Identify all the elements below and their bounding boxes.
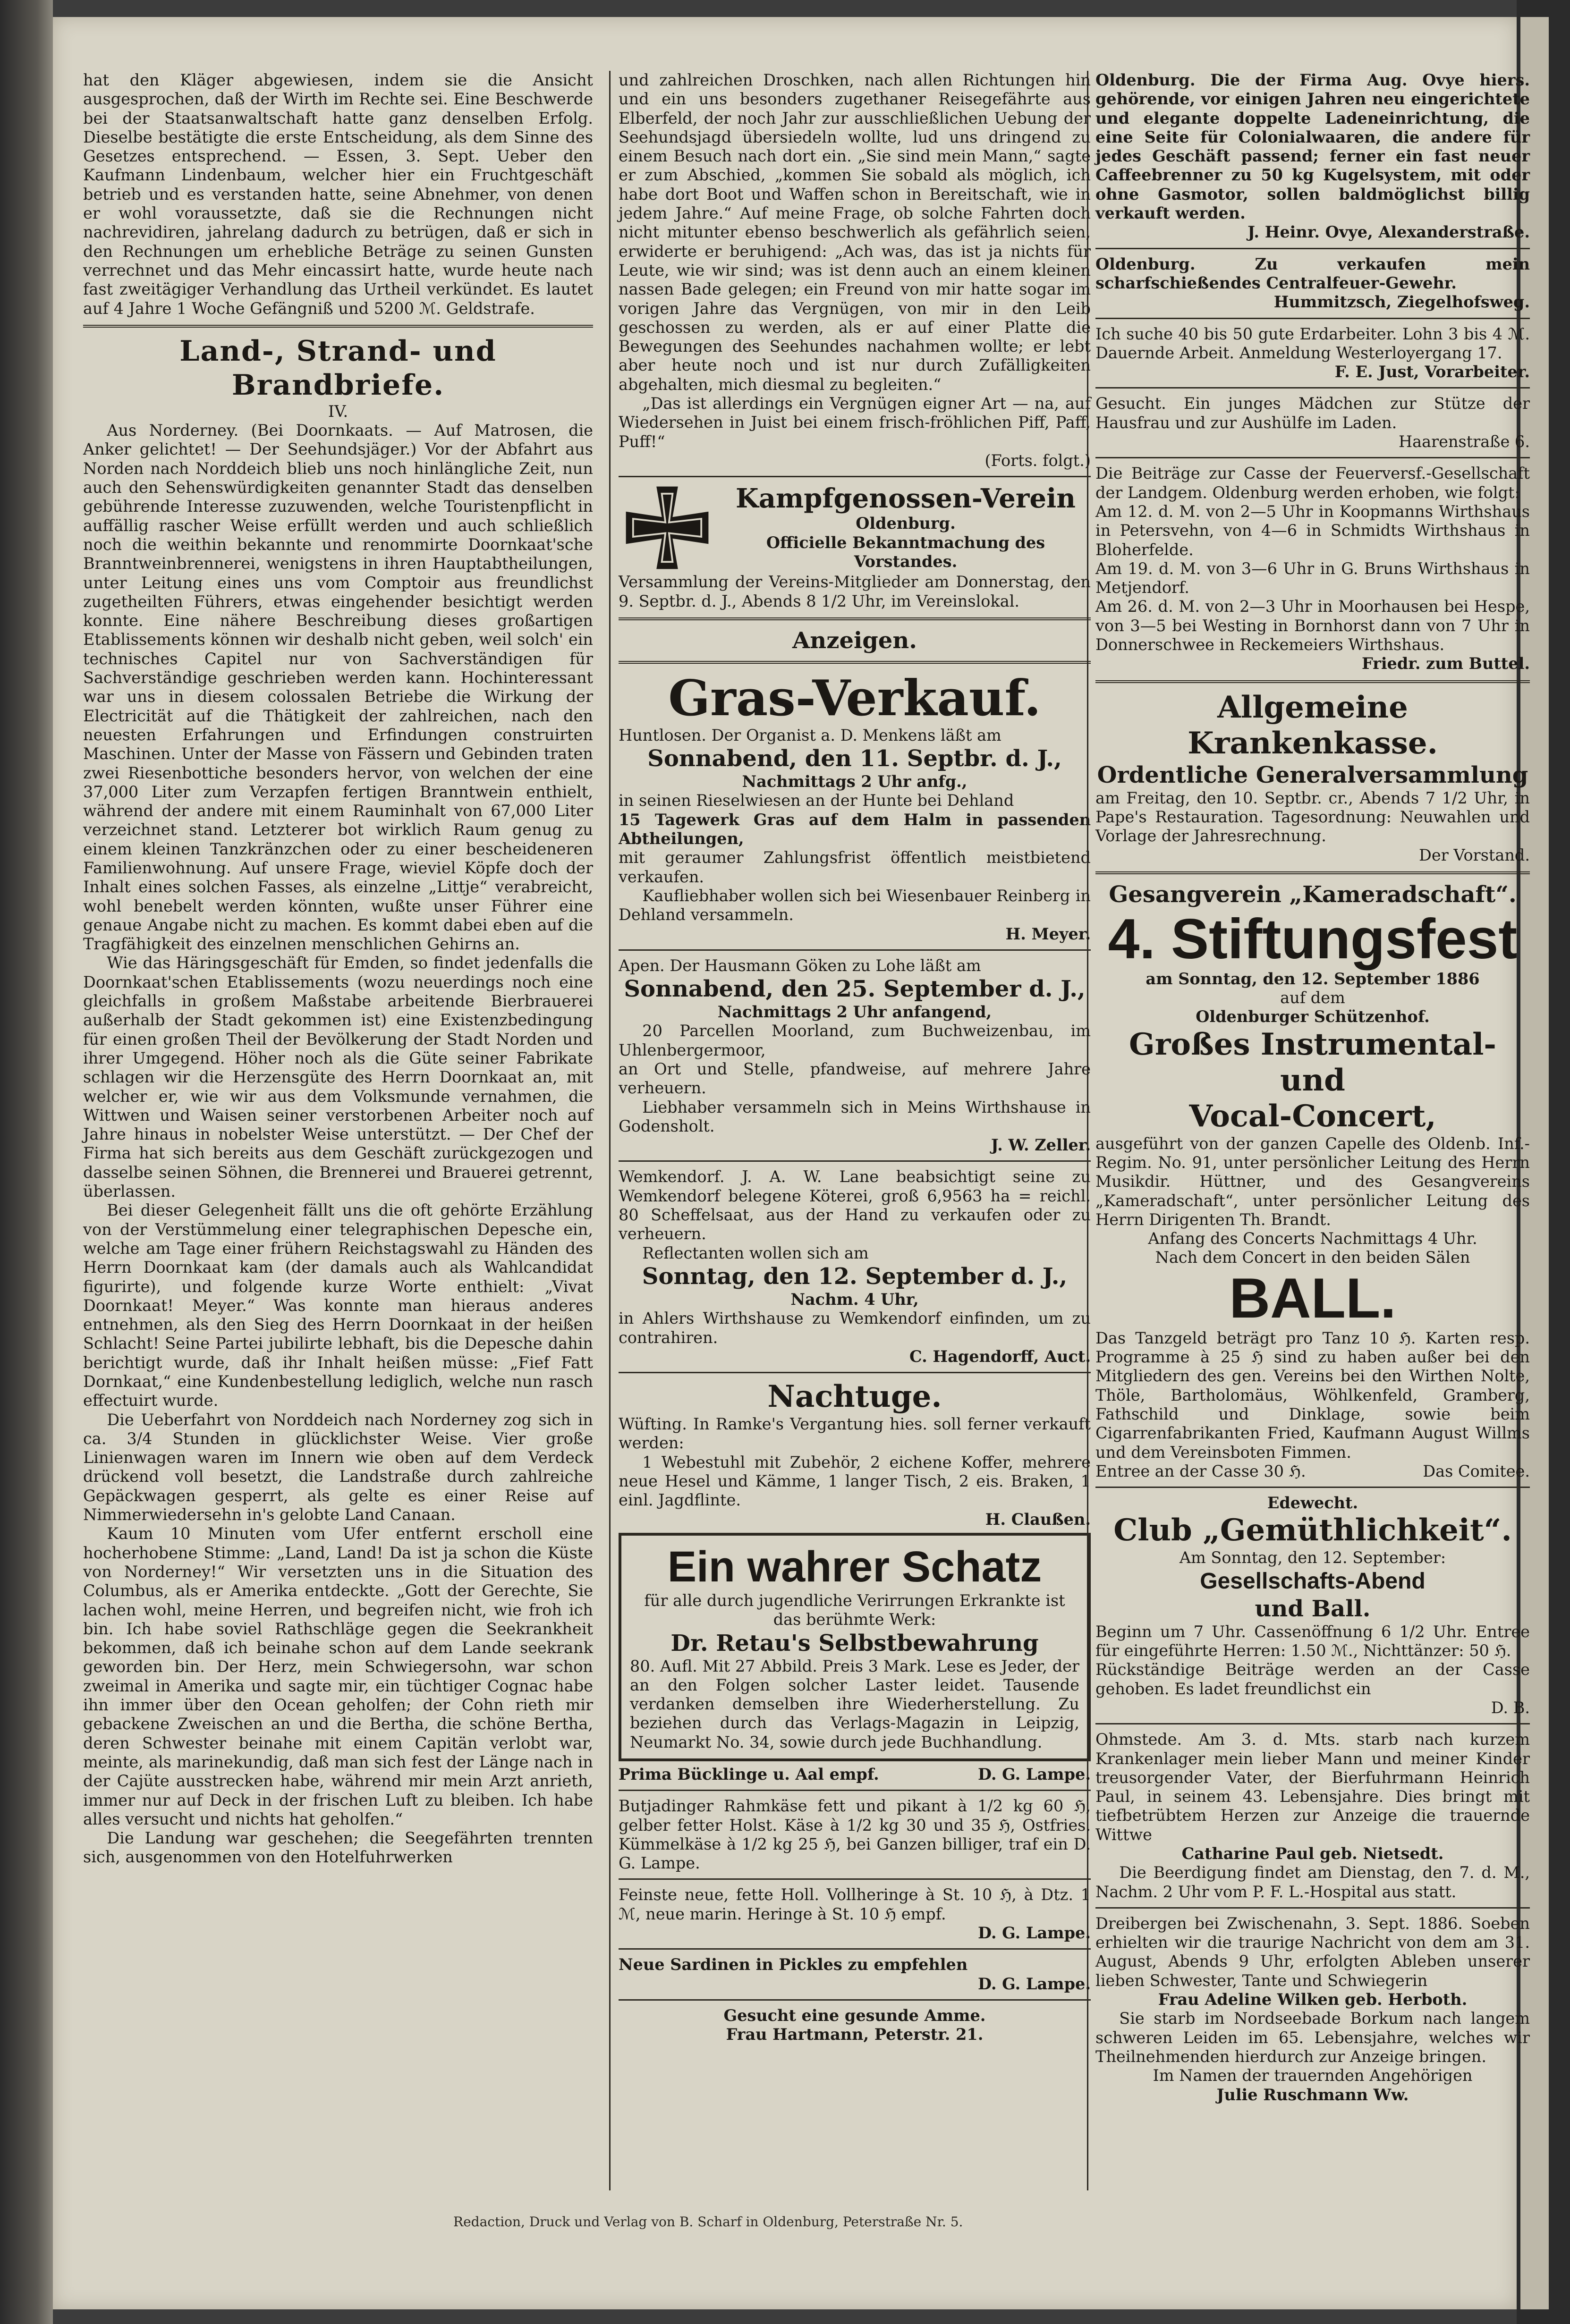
obituary-signature: Catharine Paul geb. Nietsedt. <box>1181 1844 1444 1863</box>
ad-title: Nachtuge. <box>767 1379 942 1415</box>
ad-text: 1 Webestuhl mit Zubehör, 2 eichene Koffer, mehrere neue Hesel und Kämme, 1 langer Tisch, 2 eis. Braken, 1 einl. Jagdflinte. <box>619 1453 1091 1510</box>
event-heading: und Ball. <box>1255 1595 1371 1622</box>
column-left <box>83 71 593 1867</box>
obituary-text: Im Namen der trauernden Angehörigen <box>1153 2066 1473 2085</box>
divider <box>1095 680 1530 683</box>
ad-time: Nachmittags 2 Uhr anfg., <box>742 772 967 791</box>
ad-text: mit geraumer Zahlungsfrist öffentlich meistbietend verkaufen. <box>619 848 1091 886</box>
ad-title: Allgemeine Krankenkasse. <box>1188 689 1438 761</box>
section-numeral: IV. <box>328 402 348 421</box>
ad-text: Am 12. d. M. von 2—5 Uhr in Koopmanns Wirthshaus in Petersvehn, von 4—6 in Schmidts Wirthshaus in Bloherfelde. <box>1095 502 1530 559</box>
ad-text: 20 Parcellen Moorland, zum Buchweizenbau, im Uhlenbergermoor, <box>619 1022 1091 1059</box>
ad-text: in seinen Rieselwiesen an der Hunte bei Dehland <box>619 791 1014 810</box>
ad-date: Sonnabend, den 11. Septbr. d. J., <box>647 745 1062 772</box>
iron-cross-icon <box>622 483 712 573</box>
divider <box>619 1948 1091 1950</box>
veterans-notice <box>619 483 1091 611</box>
article-text: Wie das Häringsgeschäft für Emden, so findet jedenfalls die Doornkaat'schen Etablissements (wozu neuerdings noch eine gleichfalls in großem Maßstabe arbeitende Bierbrauerei außerhalb der Stadt gekommen ist) eine Existenzbedingung für einen großen Theil der Bevölkerung der Stadt Norden und ihrer Umgegend. Höher noch als die Güte seiner Fabrikate schlagen wir die Herzensgüte des Herrn Doornkaat an, mit welcher er, wie wir aus dem Volksmunde vernahmen, die Wittwen und Waisen seiner verstorbenen Arbeiter noch auf Jahre hinaus in nobelster Weise unterstützt. — Der Chef der Firma hat sich bereits aus dem Geschäft zurückgezogen und dasselbe seinen Söhnen, die Brennerei und Brauerei getrennt, überlassen. <box>83 954 593 1201</box>
imprint-footer: Redaction, Druck und Verlag von B. Scharf in Oldenburg, Peterstraße Nr. 5. <box>453 2214 963 2230</box>
article-text: „Das ist allerdings ein Vergnügen eigner Art — na, auf Wiedersehen in Juist bei einem frisch-fröhlichen Piff, Paff, Puff!“ <box>619 394 1091 451</box>
ad-date: Sonnabend, den 25. September d. J., <box>624 976 1086 1003</box>
article-text: und zahlreichen Droschken, nach allen Richtungen hin und ein uns besonders zugethaner Reisegefährte aus Elberfeld, der noch Jahr zur ausschließlichen Uebung der Seehundsjagd übersiedeln wollte, lud uns dringend zu einem Besuch nach dort ein. „Sie sind mein Mann,“ sagte er zum Abschied, „kommen Sie sobald als möglich, ich habe dort Boot und Waffen schon in Bereitschaft, wie in jedem Jahre.“ Auf meine Frage, ob solche Fahrten doch nicht mitunter ebenso beschwerlich als gefährlich seien, erwiderte er beruhigend: „Ach was, das ist ja nichts für Leute, wie wir sind; was ist denn auch an einem kleinen nassen Bade gelegen; ein Freund von mir hatte sogar im vorigen Jahre das Vergnügen, von mir in den Leib geschossen zu werden, als er auf einer Platte die Bewegungen des Seehundes nachahmen wollte; er lebt aber heute noch und ist nur durch Zufälligkeiten abgehalten, mich diesmal zu begleiten.“ <box>619 71 1091 394</box>
ad-text: Rückständige Beiträge werden an der Casse gehoben. Es ladet freundlichst ein <box>1095 1660 1530 1698</box>
divider <box>1095 248 1530 249</box>
divider <box>1095 387 1530 389</box>
ad-signature: D. G. Lampe. <box>977 1765 1091 1783</box>
ad-signature: D. G. Lampe. <box>977 1924 1091 1943</box>
ad-text: am Freitag, den 10. Septbr. cr., Abends 7 1/2 Uhr, in Pape's Restauration. Tagesordnung: Neuwahlen und Vorlage der Jahresrechnung. <box>1095 788 1530 845</box>
ad-text: Das Tanzgeld beträgt pro Tanz 10 ℌ. Karten resp. Programme à 25 ℌ sind zu haben außer bei den Mitgliedern des gen. Vereins bei den Wirthen Nolte, Thöle, Bartholomäus, Wöhlkenfeld, Gramberg, Fathschild und Dinklage, sowie beim Cigarrenfabrikanten Fried, Kaufmann August Willms und dem Vereinsboten Fimmen. <box>1095 1328 1530 1462</box>
book-binding <box>0 0 53 2324</box>
article-text: Kaum 10 Minuten vom Ufer entfernt erscholl eine hocherhobene Stimme: „Land, Land! Da ist ja schon die Küste von Norderney!“ Wir versetzten uns in die Situation des Columbus, als er Amerika entdeckte. „Gott der Gerechte, Sie lachen wohl, meine Herren, und begreifen nicht, wie froh ich bin. Ich habe soviel Rathschläge gegen die Seekrankheit bekommen, daß ich beinahe schon auf dem Lande seekrank geworden bin. Der Herz, mein Schwiegersohn, war schon zweimal in Amerika und sagte mir, ein tüchtiger Cognac habe ihn immer über den Ocean geholfen; der Cohn rieth mir gebackene Zweischen an und die Bertha, die schöne Bertha, deren Schwester beinahe mit einem Capitän verlobt war, meinte, als marinekundig, daß man sich fest der Länge nach in der Cajüte ausstrecken habe, während mir mein Arzt anrieth, immer nur auf Deck in der frischen Luft zu bleiben. Ich habe alles versucht und nichts hat geholfen.“ <box>83 1524 593 1828</box>
divider <box>619 949 1091 951</box>
obituary-name: Frau Adeline Wilken geb. Herboth. <box>1158 1990 1468 2009</box>
ad-text: Am 26. d. M. von 2—3 Uhr in Moorhausen bei Hespe, von 3—5 bei Westing in Bornhorst dann von 7 Uhr in Donnerschwee in Reckemeiers Wirthshaus. <box>1095 597 1530 654</box>
notice-title: Kampfgenossen-Verein <box>736 483 1076 515</box>
notice-city: Oldenburg. <box>856 514 956 533</box>
divider <box>1095 1723 1530 1724</box>
ad-time: Nachmittags 2 Uhr anfangend, <box>717 1003 992 1022</box>
ad-text: Reflectanten wollen sich am <box>642 1243 869 1262</box>
ad-signature: F. E. Just, Vorarbeiter. <box>1334 363 1530 381</box>
ad-date: am Sonntag, den 12. September 1886 <box>1146 969 1480 988</box>
ad-signature: Haarenstraße 6. <box>1398 432 1530 451</box>
ad-title: Gras-Verkauf. <box>668 668 1041 727</box>
ad-signature: D. G. Lampe. <box>977 1974 1091 1993</box>
ad-text: Beginn um 7 Uhr. Cassenöffnung 6 1/2 Uhr. Entree für eingeführte Herren: 1.50 ℳ., Nichttänzer: 50 ℌ. <box>1095 1622 1530 1660</box>
ad-title: Ein wahrer Schatz <box>667 1542 1042 1591</box>
ad-text: Kaufliebhaber wollen sich bei Wiesenbauer Reinberg in Dehland versammeln. <box>619 886 1091 924</box>
ad-text: an Ort und Stelle, pfandweise, auf mehrere Jahre verheuern. <box>619 1059 1091 1098</box>
divider <box>619 1160 1091 1162</box>
divider <box>619 1790 1091 1791</box>
ad-signature: Friedr. zum Buttel. <box>1361 654 1530 673</box>
ad-text: Huntlosen. Der Organist a. D. Menkens läßt am <box>619 726 1001 744</box>
ad-signature: Hummitzsch, Ziegelhofsweg. <box>1273 293 1530 312</box>
ad-text: Am 19. d. M. von 3—6 Uhr in G. Bruns Wirthshaus in Metjendorf. <box>1095 559 1530 597</box>
ad-text: Nach dem Concert in den beiden Sälen <box>1155 1248 1470 1267</box>
ad-text: in Ahlers Wirthshause zu Wemkendorf einfinden, um zu contrahiren. <box>619 1309 1091 1347</box>
divider <box>619 476 1091 477</box>
ball-heading: BALL. <box>1229 1266 1396 1330</box>
article-text: Aus Norderney. (Bei Doornkaats. — Auf Matrosen, die Anker gelichtet! — Der Seehundsjäger.) Vor der Abfahrt aus Norden nach Norddeich blieb uns noch hinlängliche Zeit, nun auch den Sehenswürdigkeiten genannter Stadt das denselben gebührende Interesse zuzuwenden, welche Touristenpflicht in auffällig rascher Weise erfüllt werden und auch schließlich noch die weithin bekannte und renommirte Doornkaat'sche Branntweinbrennerei, wenigstens in ihren Hauptabtheilungen, unter Leitung eines uns vom Comptoir aus freundlichst zugetheilten Führers, etwas eingehender besichtigt werden konnte. Eine nähere Beschreibung dieses großartigen Etablissements können wir deshalb nicht geben, weil solch' ein technisches Capitel nur von Sachverständigen für Sachverständige geschrieben werden kann. Hochinteressant war uns in diesem colossalen Betriebe die Wirkung der Electricität auf die Thätigkeit der zahlreichen, nach den neuesten Erfahrungen und Erfindungen construirten Maschinen. Unter der Masse von Fässern und Gebinden traten zwei Riesenbottiche besonders hervor, von welchen der eine 37,000 Liter zum Verzapfen fertigen Branntwein enthielt, während der andere mit einem Rauminhalt von 67,000 Liter verzeichnet stand. Letzterer bot wirklich Raum genug zu einem kleinen Tanzkränzchen oder zu einer bescheideneren Familienwohnung. Auf unsere Frage, wieviel Köpfe doch der Inhalt eines solchen Fasses, als einzelne „Littje“ verabreicht, wohl benebelt werden könnten, wußte unser Führer eine genaue Angabe nicht zu machen. Es kommt dabei eben auf die Tragfähigkeit des einzelnen menschlichen Gehirns an. <box>83 421 593 954</box>
ad-signature: Frau Hartmann, Peterstr. 21. <box>726 2025 984 2044</box>
obituary-text: Dreibergen bei Zwischenahn, 3. Sept. 1886. Soeben erhielten wir die traurige Nachricht von dem am 31. August, Abends 9 Uhr, erfolgten Ableben unserer lieben Schwester, Tante und Schwiegerin <box>1095 1914 1530 1990</box>
ad-text: Prima Bücklinge u. Aal empf. <box>619 1765 879 1783</box>
ad-text: Entree an der Casse 30 ℌ. <box>1095 1462 1306 1480</box>
divider <box>1095 1907 1530 1909</box>
concert-heading: Großes Instrumental- und <box>1129 1026 1496 1098</box>
ad-text: 15 Tagewerk Gras auf dem Halm in passenden Abtheilungen, <box>619 810 1091 848</box>
event-heading: Gesellschafts-Abend <box>1200 1568 1426 1594</box>
ad-title: Club „Gemüthlichkeit“. <box>1113 1513 1512 1548</box>
ad-signature: Das Comitee. <box>1423 1462 1530 1480</box>
ad-title: Gesangverein „Kameradschaft“. <box>1109 881 1517 908</box>
ad-text: Wemkendorf. J. A. W. Lane beabsichtigt seine zu Wemkendorf belegene Köterei, groß 6,9563 ha = reichl. 80 Scheffelsaat, aus der Hand zu verkaufen oder zu verheuern. <box>619 1167 1091 1243</box>
continuation-note: (Forts. folgt.) <box>984 451 1091 470</box>
ad-date: Am Sonntag, den 12. September: <box>1179 1548 1446 1567</box>
notice-text: Versammlung der Vereins-Mitglieder am Donnerstag, den 9. Septbr. d. J., Abends 8 1/2 Uhr, im Vereinslokal. <box>619 573 1091 610</box>
notice-subtitle: Officielle Bekanntmachung des <box>766 533 1045 552</box>
ad-signature: H. Claußen. <box>985 1510 1091 1529</box>
ads-heading: Anzeigen. <box>792 627 917 654</box>
obituary-text: Sie starb im Nordseebade Borkum nach langem schweren Leiden im 65. Lebensjahre, welches wir Theilnehmenden hierdurch zur Anzeige bringen. <box>1095 2009 1530 2066</box>
column-middle <box>619 71 1091 2045</box>
article-text: hat den Kläger abgewiesen, indem sie die Ansicht ausgesprochen, daß der Wirth im Rechte sei. Eine Beschwerde bei der Staatsanwaltschaft hatte ganz denselben Erfolg. Dieselbe bestätigte die erste Entscheidung, als dem Sinne des Gesetzes entsprechend. — Essen, 3. Sept. Ueber den Kaufmann Lindenbaum, welcher hier ein Fruchtgeschäft betrieb und es verstanden hatte, seine Abnehmer, von denen er wohl voraussetzte, daß sie die Rechnungen nicht nachrevidiren, jahrelang dadurch zu betrügen, daß er sich in den Rechnungen um erhebliche Beträge zu seinen Gunsten verrechnet und das Mehr eincassirt hatte, wurde heute nach fast zweitägiger Verhandlung das Urtheil verkündet. Es lautet auf 4 Jahre 1 Woche Gefängniß und 5200 ℳ. Geldstrafe. <box>83 71 593 318</box>
obituary-text: Ohmstede. Am 3. d. Mts. starb nach kurzem Krankenlager mein lieber Mann und meiner Kinder treusorgender Vater, der Bierfuhrmann Heinrich Paul, in seinem 43. Lebensjahre. Dies bringt mit tiefbetrübtem Herzen zur Anzeige die trauernde Wittwe <box>1095 1730 1530 1844</box>
ad-text: Anfang des Concerts Nachmittags 4 Uhr. <box>1148 1229 1477 1248</box>
divider <box>619 661 1091 664</box>
ad-text: ausgeführt von der ganzen Capelle des Oldenb. Inf.-Regim. No. 91, unter persönlicher Leitung des Herrn Musikdir. Hüttner, und des Gesangvereins „Kameradschaft“, unter persönlicher Leitung des Herrn Dirigenten Th. Brandt. <box>1095 1134 1530 1229</box>
ad-text: Liebhaber versammeln sich in Meins Wirthshause in Godensholt. <box>619 1098 1091 1135</box>
book-ad-box <box>619 1533 1091 1761</box>
ad-text: Ich suche 40 bis 50 gute Erdarbeiter. Lohn 3 bis 4 ℳ. Dauernde Arbeit. Anmeldung Westerloyergang 17. <box>1095 324 1530 362</box>
ad-time: Nachm. 4 Uhr, <box>790 1290 919 1309</box>
ad-text: Neue Sardinen in Pickles zu empfehlen <box>619 1955 968 1974</box>
ad-text: Oldenburg. Zu verkaufen mein scharfschießendes Centralfeuer-Gewehr. <box>1095 254 1530 292</box>
obituary-signature: Julie Ruschmann Ww. <box>1216 2085 1409 2104</box>
ad-text: Gesucht. Ein junges Mädchen zur Stütze der Hausfrau und zur Aushülfe im Laden. <box>1095 394 1530 432</box>
ad-date: Sonntag, den 12. September d. J., <box>642 1263 1068 1290</box>
divider <box>1095 457 1530 458</box>
notice-subtitle: Vorstandes. <box>854 552 958 571</box>
ad-signature: J. W. Zeller. <box>991 1136 1091 1155</box>
ad-text: Gesucht eine gesunde Amme. <box>723 2006 986 2025</box>
ad-subtitle: Ordentliche Generalversammlung <box>1097 761 1528 788</box>
ad-signature: J. Heinr. Ovye, Alexanderstraße. <box>1248 223 1530 242</box>
section-heading: Land-, Strand- und Brandbriefe. <box>179 334 497 402</box>
ad-text: Apen. Der Hausmann Göken zu Lohe läßt am <box>619 956 981 975</box>
obituary-text: Die Beerdigung findet am Dienstag, den 7. d. M., Nachm. 2 Uhr vom P. F. L.-Hospital aus statt. <box>1095 1863 1530 1901</box>
ad-text: auf dem <box>1280 989 1345 1007</box>
article-text: Die Landung war geschehen; die Seegefährten trennten sich, ausgenommen von den Hotelfuhrwerken <box>83 1829 593 1867</box>
divider <box>1095 1487 1530 1488</box>
divider <box>1095 871 1530 874</box>
article-text: Bei dieser Gelegenheit fällt uns die oft gehörte Erzählung von der Verstümmelung einer telegraphischen Depesche ein, welche am Tage einer frühern Reichstagswahl zu Händen des Herrn Doornkaat kam (der damals auch als Wahlcandidat figurirte), und folgende kurze Worte enthielt: „Vivat Doornkaat! Meyer.“ Was konnte man hieraus anderes entnehmen, als den Sieg des Herrn Doornkaat in der heißen Schlacht! Seine Partei jubilirte lebhaft, bis die Depesche dahin berichtigt wurde, daß ihr Inhalt heißen müsse: „Fief Fatt Dornkaat,“ eine Kundenbestellung lediglich, welche nun rasch effectuirt wurde. <box>83 1201 593 1410</box>
ad-text: 80. Aufl. Mit 27 Abbild. Preis 3 Mark. Lese es Jeder, der an den Folgen solcher Laster leidet. Tausende verdanken demselben ihre Wiederherstellung. Zu beziehen durch das Verlags-Magazin in Leipzig, Neumarkt No. 34, sowie durch jede Buchhandlung. <box>630 1656 1079 1751</box>
divider <box>619 1999 1091 2001</box>
column-rule <box>609 71 611 2190</box>
ad-place: Oldenburger Schützenhof. <box>1196 1007 1430 1026</box>
divider <box>1095 318 1530 319</box>
divider <box>83 325 593 328</box>
ad-text: Oldenburg. Die der Firma Aug. Ovye hiers. gehörende, vor einigen Jahren neu eingerichtete und elegante doppelte Ladeneinrichtung, die eine Seite für Colonialwaaren, die andere für jedes Geschäft passend; ferner ein fast neuer Caffeebrenner zu 50 kg Kugelsystem, mit oder ohne Gasmotor, sollen baldmöglichst billig verkauft werden. <box>1095 71 1530 223</box>
ad-signature: H. Meyer. <box>1005 924 1091 943</box>
ad-text: für alle durch jugendliche Verirrungen Erkrankte ist das berühmte Werk: <box>644 1591 1065 1629</box>
ad-signature: D. B. <box>1491 1698 1530 1717</box>
concert-heading: Vocal-Concert, <box>1189 1098 1436 1134</box>
festival-heading: 4. Stiftungsfest <box>1108 907 1518 971</box>
column-right <box>1095 71 1530 2104</box>
ad-place: Edewecht. <box>1267 1494 1358 1513</box>
book-title: Dr. Retau's Selbstbewahrung <box>670 1630 1039 1656</box>
divider <box>619 1878 1091 1880</box>
ad-text: Wüfting. In Ramke's Vergantung hies. soll ferner verkauft werden: <box>619 1415 1091 1453</box>
ad-signature: C. Hagendorff, Auct. <box>909 1347 1091 1366</box>
ad-signature: Der Vorstand. <box>1419 845 1530 864</box>
article-text: Die Ueberfahrt von Norddeich nach Norderney zog sich in ca. 3/4 Stunden in glücklichster Weise. Vier große Linienwagen waren im Innern wie oben auf dem Verdeck drückend voll besetzt, die Landstraße durch zahlreiche Gepäckwagen gesperrt, als gelte es einer Reise auf Nimmerwiedersehn in's gelobte Land Canaan. <box>83 1410 593 1524</box>
divider <box>619 617 1091 620</box>
ad-text: Butjadinger Rahmkäse fett und pikant à 1/2 kg 60 ℌ, gelber fetter Holst. Käse à 1/2 kg 30 und 35 ℌ, Ostfries. Kümmelkäse à 1/2 kg 25 ℌ, bei Ganzen billiger, traf ein D. G. Lampe. <box>619 1797 1091 1873</box>
ad-text: Feinste neue, fette Holl. Vollheringe à St. 10 ℌ, à Dtz. 1 ℳ, neue marin. Heringe à St. 10 ℌ empf. <box>619 1885 1091 1923</box>
divider <box>619 1372 1091 1373</box>
ad-text: Die Beiträge zur Casse der Feuerversf.-Gesellschaft der Landgem. Oldenburg werden erhoben, wie folgt: <box>1095 464 1530 502</box>
